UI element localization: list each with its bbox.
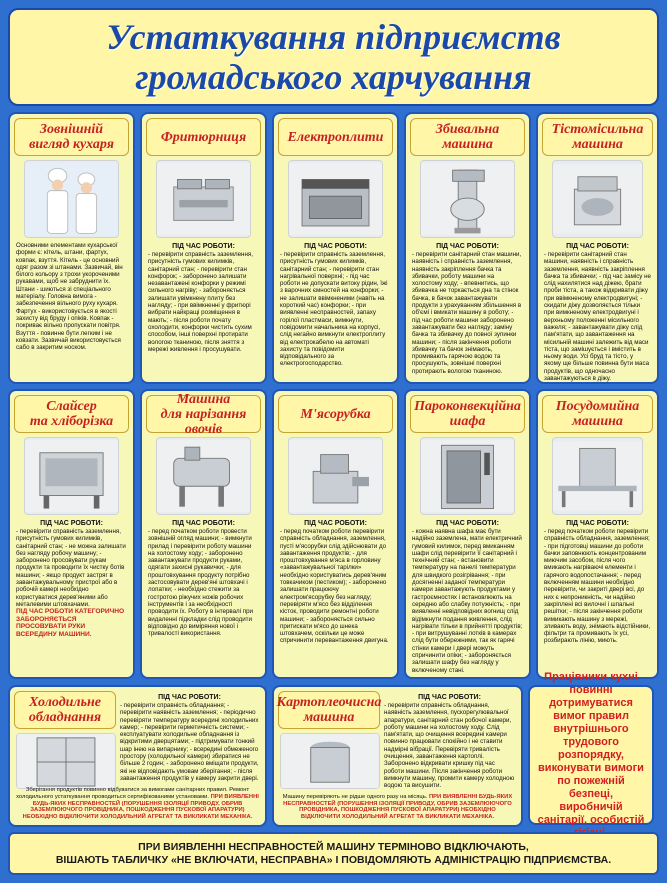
card-text: [412, 519, 523, 673]
dishwasher-photo: [552, 437, 643, 515]
card-body-text: Основними елементами кухарської форми є: кітель, штани, фартух, ковпак, взуття. Кітель - це основний одяг разом зі штанами. Зазвичай, він білого кольору з трохи укороченими рукавами, щоб не забруднити їх. Штани - шиються зі спеціального матеріалу. Головна вимога - забезпечення вільного руху кухаря. Фартух - використовується в якості захисту від бруду і опіків. Ковпак - покриває вільно пропускати повітря. Взуття - повинне бути легким і не ковзати. Зазвичай використовується сабо в закритим носком.: [16, 242, 123, 352]
card-text: [280, 519, 391, 673]
chef-photo: [24, 160, 119, 238]
card-text: [412, 242, 523, 378]
card-header: [278, 395, 393, 433]
card-body-text: - перед початком роботи перевірити справність обладнання, заземлення; - при підготовці машини до роботи бачки заповнюють концентрованим миючим засобом, після чого вмикають нагріваючі елементи і гарячого водопостачання; - перед включенням машини необхідно перевірити, чи закриті двері всі, до них є непроникність, чи надійно закріплені всі вилочні і шпальні решітки; - після закінчення роботи вимикають машину з мережі, зливають воду, знімають відстійники, фільтри та промивають їх усі, розбирають лінію, миють.: [544, 528, 651, 645]
card-label: ПІД ЧАС РОБОТИ:: [40, 520, 103, 527]
card-title-line-1: Картоплеочисна: [276, 695, 382, 710]
card-warning: [16, 787, 259, 821]
card-title-line-1: Тістомісильна: [551, 122, 644, 137]
card-header: [278, 691, 380, 729]
card-text: [120, 693, 259, 801]
dough-mixer-photo: [552, 160, 643, 238]
card-body-text: - перед початком роботи провести зовнішній огляд машини; - вимкнути прилад і перевірити роботу машини на холостому ходу; - заборонено завантажувати продукти руками, одягати захисні рукавички; - для проштовхування продукту потрібно застосовувати дерев'яні штовхачі і лопатки; - необхідно стежити за гостротою ріжучих ножів робочих інструментів і за необхідності проводити їх. Роботу в інтервалі при видаленні підкладки слід проводити відповідно до виміряння нової і тривалості використання.: [148, 528, 253, 638]
card-title-line-2: шафа: [449, 414, 486, 429]
title-banner: [8, 8, 659, 106]
card-text: [16, 242, 127, 378]
staff-rules-box: [528, 670, 654, 826]
card-title-line-1: Холодильне: [28, 695, 101, 710]
veg-cutter-photo: [156, 437, 251, 515]
combi-oven-photo: [420, 437, 515, 515]
card-warning-text: ПРИ ВИЯВЛЕННІ БУДЬ-ЯКИХ НЕСПРАВНОСТЕЙ (ПОРУШЕННЯ ІЗОЛЯЦІЇ ПРИВОДУ, ОБРИВ ЗАЗЕМЛЮЮЧОГО ПРОВІДНИКА, ПОШКОДЖЕННЯ ПУСКОВОЇ АПАРАТУРИ) НЕОБХІДНО ВІДКЛЮЧИТИ ХОЛОДИЛЬНИЙ АГРЕГАТ ТА ВИКЛИКАТИ МЕХАНІКА.: [22, 793, 259, 821]
card-title-line-1: Посудомийна: [555, 399, 640, 414]
footer-banner: [8, 832, 659, 875]
card-body-text: - перевірити справність обладнання, наявність заземлення, пускорегулювальної апаратури, санітарний стан робочої камери, роботу машини на холостому ходу. Слід пам'ятати, що очищення всередині камери повинно працювати спокійно і не ставити надмірні вібрації. Перевіряти тривалість очищення, завантаження картоплі. Заборонено відкривати кришку під час роботи машини. Після закінчення роботи вимкнути машину, промити камеру холодною водою та висушити.: [384, 702, 515, 790]
card-header: [146, 118, 261, 156]
slicer-photo: [24, 437, 119, 515]
meat-grinder-photo: [288, 437, 383, 515]
card-dishwasher: [536, 389, 659, 679]
footer-line-1: ПРИ ВИЯВЛЕННІ НЕСПРАВНОСТЕЙ МАШИНУ ТЕРМІНОВО ВІДКЛЮЧАЮТЬ,: [138, 840, 529, 853]
card-label: ПІД ЧАС РОБОТИ:: [304, 520, 367, 527]
card-title-line-2: вигляд кухаря: [29, 137, 114, 152]
card-label: ПІД ЧАС РОБОТИ:: [436, 243, 499, 250]
card-title-line-1: Збивальна: [435, 122, 500, 137]
card-label: ПІД ЧАС РОБОТИ:: [418, 694, 481, 701]
card-label: ПІД ЧАС РОБОТИ:: [304, 243, 367, 250]
card-header: [278, 118, 393, 156]
card-combi-oven: [404, 389, 531, 679]
card-body-text: - перевірити санітарний стан машини, наявність і справність заземлення, наявність закріплення бачка та збивачки; - під час замісу не слід нахилятися над діжею, брати проби тіста, а також відкривати діжу при ввімкненому електродвигуні; - скидати діжу дозволяється тільки при вимкненому електродвигуні і верхньому положенні місильного важеля; - завантажувати діжу слід пам'ятати, що завантаження на місильній машині залежить від маси тіста, що замішується і вмістить в ньому води. Усі бруд та тісто, у якому ще більше повинна бути маса продуктів, що одночасно завантажуються в діжу.: [544, 251, 651, 383]
card-header: [14, 395, 129, 433]
card-label: ПІД ЧАС РОБОТИ:: [436, 520, 499, 527]
card-title-line-2: машина: [572, 414, 623, 429]
card-chef: [8, 112, 135, 384]
card-title-line-2: машина: [442, 137, 493, 152]
title-line-1: Устаткування підприємств: [106, 17, 561, 57]
fryer-photo: [156, 160, 251, 238]
card-text: [148, 242, 259, 378]
card-warning: ПІД ЧАС РОБОТИ КАТЕГОРИЧНО ЗАБОРОНЯЄТЬСЯ ПРОСОВУВАТИ РУКИ ВСЕРЕДИНУ МАШИНИ.: [16, 608, 125, 639]
card-title-line-2: для нарізання овочів: [160, 406, 247, 437]
card-text: [148, 519, 259, 673]
fridge-photo: [16, 733, 116, 789]
card-label: ПІД ЧАС РОБОТИ:: [566, 520, 629, 527]
card-header: [410, 118, 525, 156]
title-line-2: громадського харчування: [135, 57, 532, 97]
stove-photo: [288, 160, 383, 238]
card-title-line-2: та хліборізка: [29, 414, 114, 429]
card-header: [410, 395, 525, 433]
card-warning: [280, 794, 515, 821]
card-meat-grinder: [272, 389, 399, 679]
card-dough-mixer: [536, 112, 659, 384]
card-body-text: - перевірити справність заземлення, присутність гумових килимків, санітарний стан; - перевірити стан нагрівальної поверхні; - під час роботи не допускати витоку рідин, їжі з варочних ємностей на конфорки; - не залишати ввімкненими (навіть на короткий час) конфорки; - при виявленні несправностей, запаху горілої пластмаси, вимкнути, повідомити начальника на корпусі, слід негайно вимкнути електроплиту від електрокабелю на автоматі захисту та повідомити відповідального за електрогосподарство.: [280, 251, 388, 368]
card-text: [280, 242, 391, 378]
card-text: [384, 693, 515, 801]
card-body-text: - кожна наявна шафа має бути надійно заземлена, мати електричний гумовий килимок, перед вмиканням шафи слід перевірити її санітарний і технічний стан; - встановити температуру на панелі температури для швидкого розігрівання; - при досягненні заданої температури камери завантажують продуктами у гастроємностях і встановлюють на середню або слабку потужність; - при виявленні невідповідних вогнищ слід відімкнути подання живлення, слід нагрівати тільки в прийнятті продуктів; - при витрушуванні лотків в камерах слід бути обережними, так як гарячі стінки камери і двері можуть спричинити опіки; - забороняється залишати шафу без нагляду у включеному стані.: [412, 528, 523, 674]
card-body-text: - перевірити справність заземлення, присутність гумових килимків, санітарний стан; - перевірити стан конфорок; - заборонено залишати незавантажені конфорки у режимі сильного нагріву; - забороняється залишати увімкнену плиту без нагляду; - при ввімкненні у фритюрі вибрати найкращі розміщення в мають; - після роботи почату охолодити, конфорки чистить сухим способом, інші поверхні протирати вологою тканиною, після зняття з мережі живлення і просушувати.: [148, 251, 253, 353]
card-body-text: - перевірити санітарний стан машини, наявність і справність заземлення, наявність закріплення бачка та збивачки, роботу машини на холостому ходу; - впевнитись, що збивачка не торкається дна та стінок бачка, в бачок завантажувати продукти з урахуванням збільшення в об'ємі і вмикати машину в роботу; - під час роботи машини заборонено завантажувати без нагляду; заміну бачка та збивачку до повної зупинки машини; - після закінчення роботи збивачку та бачок знімають, промивають гарячою водою та просушують, зовнішні поверхні протирають вологою тканиною.: [412, 251, 522, 375]
card-label: ПІД ЧАС РОБОТИ:: [566, 243, 629, 250]
card-note: Зберігання продуктів повинно відбуватися за вимогами санітарних правил. Ремонт холодильного устаткування проводиться сертифікованими установами.: [16, 787, 250, 800]
card-header: [14, 691, 116, 729]
card-note: Машину перевіряють не рідше одного разу на місяць.: [282, 793, 428, 800]
card-header: [146, 391, 261, 437]
card-text: [544, 519, 651, 673]
staff-rules-text: Працівники кухні повинні дотримуватися вимог правил внутрішнього трудового розпорядку, виконувати вимоги по пожежній безпеці, виробничій санітарії, особистій: [537, 670, 645, 826]
card-title-line-1: Пароконвекційна: [414, 399, 521, 414]
card-title-line-1: М'ясорубка: [300, 406, 371, 422]
card-title-line-2: машина: [303, 710, 355, 725]
card-potato-peeler: [272, 685, 523, 827]
card-header: [542, 395, 653, 433]
card-title-line-1: Зовнішній: [39, 122, 104, 137]
footer-line-2: ВІШАЮТЬ ТАБЛИЧКУ «НЕ ВКЛЮЧАТИ, НЕСПРАВНА» І ПОВІДОМЛЯЮТЬ АДМІНІСТРАЦІЮ ПІДПРИЄМСТВА.: [55, 853, 612, 866]
card-title-line-1: Фритюрниця: [160, 129, 247, 145]
mixer-photo: [420, 160, 515, 238]
card-label: ПІД ЧАС РОБОТИ:: [172, 520, 235, 527]
card-label: ПІД ЧАС РОБОТИ:: [158, 694, 221, 701]
card-refrigeration: [8, 685, 267, 827]
card-mixer: [404, 112, 531, 384]
card-title-line-1: Машина: [176, 391, 231, 407]
card-title-line-2: машина: [572, 137, 623, 152]
card-text: [544, 242, 651, 383]
card-electric-stove: [272, 112, 399, 384]
card-body-text: - перевірити справність обладнання; - перевірити наявність заземлення; - періодично перевіряти температуру всередині холодильних камер; - перевірити герметичність системи; - експлуатувати холодильне обладнання із відкритими дверцятами; - підтримувати тонкий шар інею на випарнику; - всередині обмеженого простору (холодильної камери) збиратися не більше 2 годин; - заборонено вміщати продукти, які не відповідають умовам зберігання; - після завантаження продуктів у камеру закрити двері.: [120, 702, 259, 782]
card-title-line-1: Електроплити: [287, 129, 384, 145]
card-label: ПІД ЧАС РОБОТИ:: [172, 243, 235, 250]
card-body-text: - перед початком роботи перевірити справність обладнання, заземлення, пусті м'ясорубки слід здійснювати до завантаження продуктів; - для проштовхування м'яса в горловину «завантажувальної тарілки» необхідно користуватись дерев'яним товкачиком (пестиком); - заборонено залишати працюючу електром'ясорубку без нагляду; перевіряти м'ясо без відділення кісток, проводити ремонтні роботи машини; - забороняється сильно притискати м'ясо до шнека штовхачем, оскільки це може спричинити перевантаження двигуна.: [280, 528, 389, 645]
card-text: [16, 519, 127, 673]
card-title-line-2: обладнання: [28, 710, 102, 725]
card-slicer: [8, 389, 135, 679]
card-header: [14, 118, 129, 156]
card-title-line-1: Слайсер: [46, 399, 97, 414]
card-body-text: - перевірити справність заземлення, присутність гумових килимків, санітарний стан; - не можна залишати без нагляду робочу машину; - заборонено просовувати рукам продукти та проводити їх чистку ботів машини; - якщо продукт застряг в завантажувальному пристрої або в робочій камері необхідно користуватися дерев'яними або металевими штовхачами.: [16, 528, 126, 608]
card-warning-text: ПРИ ВИЯВЛЕННІ БУДЬ-ЯКИХ НЕСПРАВНОСТЕЙ (ПОРУШЕННЯ ІЗОЛЯЦІЇ ПРИВОДУ, ОБРИВ ЗАЗЕМЛЮЮЧОГО ПРОВІДНИКА, ПОШКОДЖЕННЯ ПУСКОВОЇ АПАРАТУРИ) НЕОБХІДНО ВІДКЛЮЧИТИ ХОЛОДИЛЬНИЙ АГРЕГАТ ТА ВИКЛИКАТИ МЕХАНІКА.: [283, 793, 513, 821]
card-veg-cutter: [140, 389, 267, 679]
potato-peeler-photo: [280, 733, 380, 789]
card-fryer: [140, 112, 267, 384]
card-header: [542, 118, 653, 156]
